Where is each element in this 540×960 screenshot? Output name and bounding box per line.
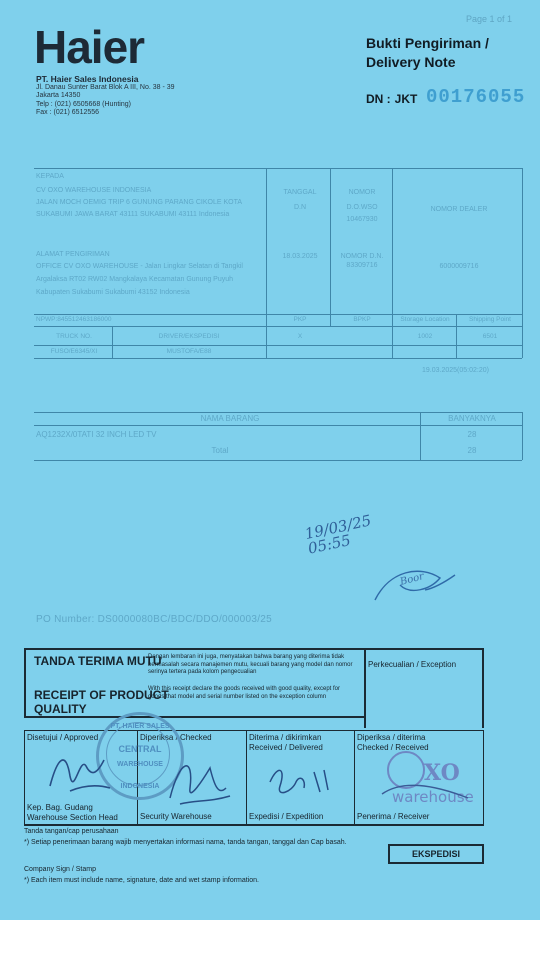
sign-receiver-role: Penerima / Receiver — [357, 812, 430, 821]
bpkp: BPKP — [353, 316, 371, 323]
item-name: AQ1232X/0TATI 32 INCH LED TV — [36, 430, 157, 439]
items-divider — [420, 412, 421, 460]
exception-label: Perkecualian / Exception — [368, 660, 457, 669]
table-line-truck — [34, 326, 522, 327]
svg-text:WAREHOUSE: WAREHOUSE — [117, 761, 163, 768]
table-divider — [392, 168, 393, 358]
checked-signature — [160, 748, 240, 810]
page-number: Page 1 of 1 — [466, 14, 513, 24]
svg-text:PT. HAIER SALES: PT. HAIER SALES — [110, 723, 170, 730]
table-bottom-line — [34, 358, 522, 359]
truck-header: TRUCK NO. — [56, 333, 92, 340]
dn-number: 00176055 — [426, 86, 526, 108]
ekspedisi-box: EKSPEDISI — [388, 844, 484, 864]
print-timestamp: 19.03.2025(05:02:20) — [422, 367, 489, 374]
sign-received-label: Diterima / dikirimkan Received / Delivered — [249, 733, 323, 752]
footer-note1: *) Setiap penerimaan barang wajib menyertakan informasi nama, tanda tangan, tanggal dan Cap basah. — [24, 839, 347, 846]
items-header-line — [34, 425, 522, 426]
recipient-label: KEPADA — [36, 173, 64, 180]
company-name: PT. Haier Sales Indonesia — [36, 74, 139, 84]
table-divider — [330, 168, 331, 326]
receipt-text-en: With this receipt declare the goods received with good quality, except for goods that model and serial number listed on the exception column — [148, 686, 340, 700]
signature-text: Boor — [398, 571, 426, 588]
dealer-header: NOMOR DEALER — [430, 206, 488, 213]
sign-divider — [246, 730, 247, 826]
sign-expedition-role: Expedisi / Expedition — [249, 812, 324, 821]
x-mark: X — [297, 333, 303, 340]
shipping-point: Shipping Point — [469, 316, 511, 323]
shipping-date: 18.03.2025 — [282, 253, 318, 260]
svg-text:XO: XO — [424, 760, 460, 786]
svg-text:INDONESIA: INDONESIA — [120, 783, 160, 790]
sign-divider — [24, 730, 25, 826]
receipt-text-id: Dengan lembaran ini juga, menyatakan bahwa barang yang diterima tidak bermasalah secara manajemen mutu, kecuali barang yang model dan nomor serinya tertera pada kolom pengecualian — [148, 654, 353, 676]
sign-top-line — [24, 730, 484, 731]
receipt-right-border — [482, 648, 484, 728]
handwritten-signature — [370, 560, 460, 610]
receipt-title-id: TANDA TERIMA MUTU — [34, 654, 162, 668]
total-value: 28 — [467, 446, 477, 455]
company-address: Jl. Danau Sunter Barat Blok A III, No. 38 - 39 Jakarta 14350 Telp : (021) 6505668 (Hunting) Fax : (021) 6512556 — [36, 84, 175, 117]
items-name-header: NAMA BARANG — [200, 414, 260, 423]
driver-header: DRIVER/EKSPEDISI — [158, 333, 220, 340]
footer-note2: *) Each item must include name, signature, date and wet stamp information. — [24, 877, 260, 884]
table-line-npwp — [34, 314, 522, 315]
receipt-title-en: RECEIPT OF PRODUCT QUALITY — [34, 688, 169, 716]
table-divider — [266, 168, 267, 358]
items-bottom-line — [34, 460, 522, 461]
total-label: Total — [211, 446, 229, 455]
sign-divider — [483, 730, 484, 826]
receipt-top-border — [24, 648, 484, 650]
storage-value: 1002 — [417, 333, 433, 340]
driver-value: MUSTOFA/E88 — [166, 348, 212, 355]
pkp: PKP — [293, 316, 307, 323]
item-qty: 28 — [467, 430, 477, 439]
shipping-point-value: 6501 — [482, 333, 498, 340]
npwp: NPWP:845512463186000 — [36, 316, 112, 323]
recipient-address: CV OXO WAREHOUSE INDONESIA JALAN MOCH OEMIG TRIP 6 GUNUNG PARANG CIKOLE KOTA SUKABUMI JAWA BARAT 43111 SUKABUMI 43111 Indonesia — [36, 187, 243, 218]
svg-text:CENTRAL: CENTRAL — [118, 744, 162, 754]
table-divider — [522, 168, 523, 358]
sign-checked-received-label: Diperiksa / diterima Checked / Received — [357, 733, 429, 752]
sign-bottom-line — [24, 824, 484, 826]
footer-note2-title: Company Sign / Stamp — [24, 866, 96, 873]
sign-checked-label: Diperiksa / Checked — [140, 733, 212, 742]
truck-value: FUSO/E6345/XI — [50, 348, 98, 355]
table-top-line — [34, 168, 522, 169]
storage-location: Storage Location — [400, 316, 450, 323]
sign-approved-role: Kep. Bag. Gudang Warehouse Section Head — [27, 803, 118, 822]
receiver-stamp — [372, 740, 476, 812]
nomor-header: NOMOR D.O.WSO 10467930 — [346, 189, 378, 223]
dealer-number: 6000009716 — [439, 263, 479, 270]
haier-logo: Haier — [34, 21, 145, 73]
sign-divider — [354, 730, 355, 826]
footer-note1-title: Tanda tangan/cap perusahaan — [24, 828, 119, 835]
handwritten-date: 19/03/25 05:55 — [303, 511, 373, 558]
items-divider — [522, 412, 523, 460]
items-top-line — [34, 412, 522, 413]
document-title: Bukti Pengiriman / Delivery Note — [366, 35, 489, 70]
sign-security-role: Security Warehouse — [140, 812, 212, 821]
shipping-label: ALAMAT PENGIRIMAN — [36, 251, 110, 258]
sign-approved-label: Disetujui / Approved — [27, 733, 99, 742]
nomor-dn: NOMOR D.N. 83309716 — [340, 253, 384, 269]
items-qty-header: BANYAKNYA — [448, 414, 496, 423]
table-line-truck-value — [34, 345, 522, 346]
receipt-divider — [364, 648, 366, 728]
receipt-bottom-border — [24, 716, 364, 718]
dn-label: DN : JKT — [366, 92, 418, 106]
receipt-left-border — [24, 648, 26, 718]
svg-text:warehouse: warehouse — [392, 788, 474, 806]
tanggal-header: TANGGAL D.N — [283, 189, 317, 211]
po-number: PO Number: DS0000080BC/BDC/DDO/000003/25 — [36, 614, 273, 625]
shipping-address: OFFICE CV OXO WAREHOUSE - Jalan Lingkar Selatan di Tangkil Argalaksa RT02 RW02 Mangkalaya Kecamatan Gunung Puyuh Kabupaten Sukabumi Sukabumi 43152 Indonesia — [36, 263, 243, 296]
table-divider — [112, 326, 113, 358]
approved-signature — [40, 736, 130, 802]
table-divider — [456, 314, 457, 358]
received-signature — [262, 752, 348, 808]
